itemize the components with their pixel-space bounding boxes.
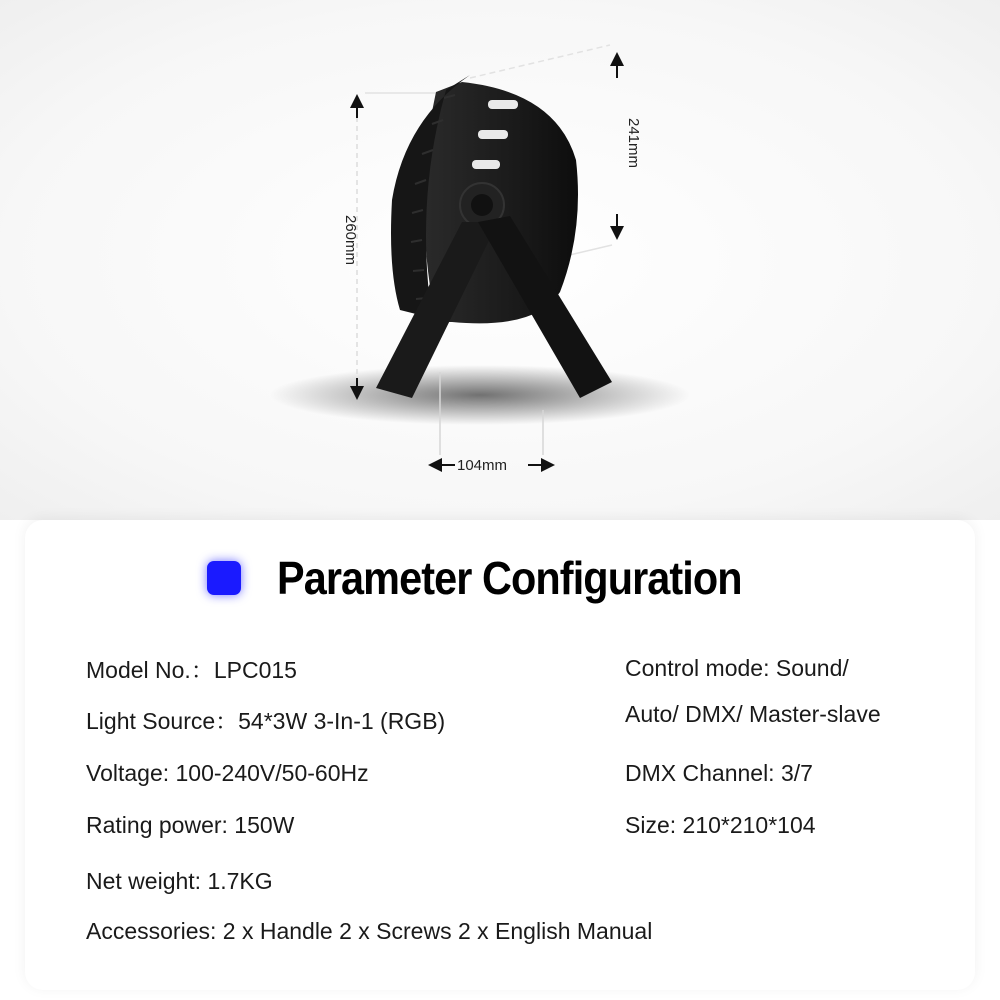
dimension-label-body-height: 241mm [625, 118, 642, 169]
blue-square-icon [207, 561, 241, 595]
arrow-right-icon [541, 458, 555, 472]
ground-shadow [270, 365, 690, 425]
param-light-source: Light Source：54*3W 3-In-1 (RGB) [86, 708, 446, 734]
param-control-mode: Control mode: Sound/ [625, 655, 849, 681]
param-net-weight: Net weight: 1.7KG [86, 868, 273, 894]
section-header [0, 548, 1000, 608]
param-control-mode-continued: Auto/ DMX/ Master-slave [625, 701, 881, 727]
dimension-label-depth: 104mm [457, 457, 508, 474]
dimension-label-height: 260mm [342, 215, 359, 266]
param-voltage: Voltage: 100-240V/50-60Hz [86, 760, 369, 786]
param-model: Model No.：LPC015 [86, 657, 297, 683]
param-accessories: Accessories: 2 x Handle 2 x Screws 2 x English Manual [86, 918, 653, 944]
param-rating-power: Rating power: 150W [86, 812, 295, 838]
section-title: Parameter Configuration [276, 552, 742, 604]
arrow-left-icon [428, 458, 442, 472]
guide-line-top-right [470, 45, 610, 78]
bracket-knob-center [471, 194, 493, 216]
param-dmx-channel: DMX Channel: 3/7 [625, 760, 813, 786]
param-size: Size: 210*210*104 [625, 812, 816, 838]
